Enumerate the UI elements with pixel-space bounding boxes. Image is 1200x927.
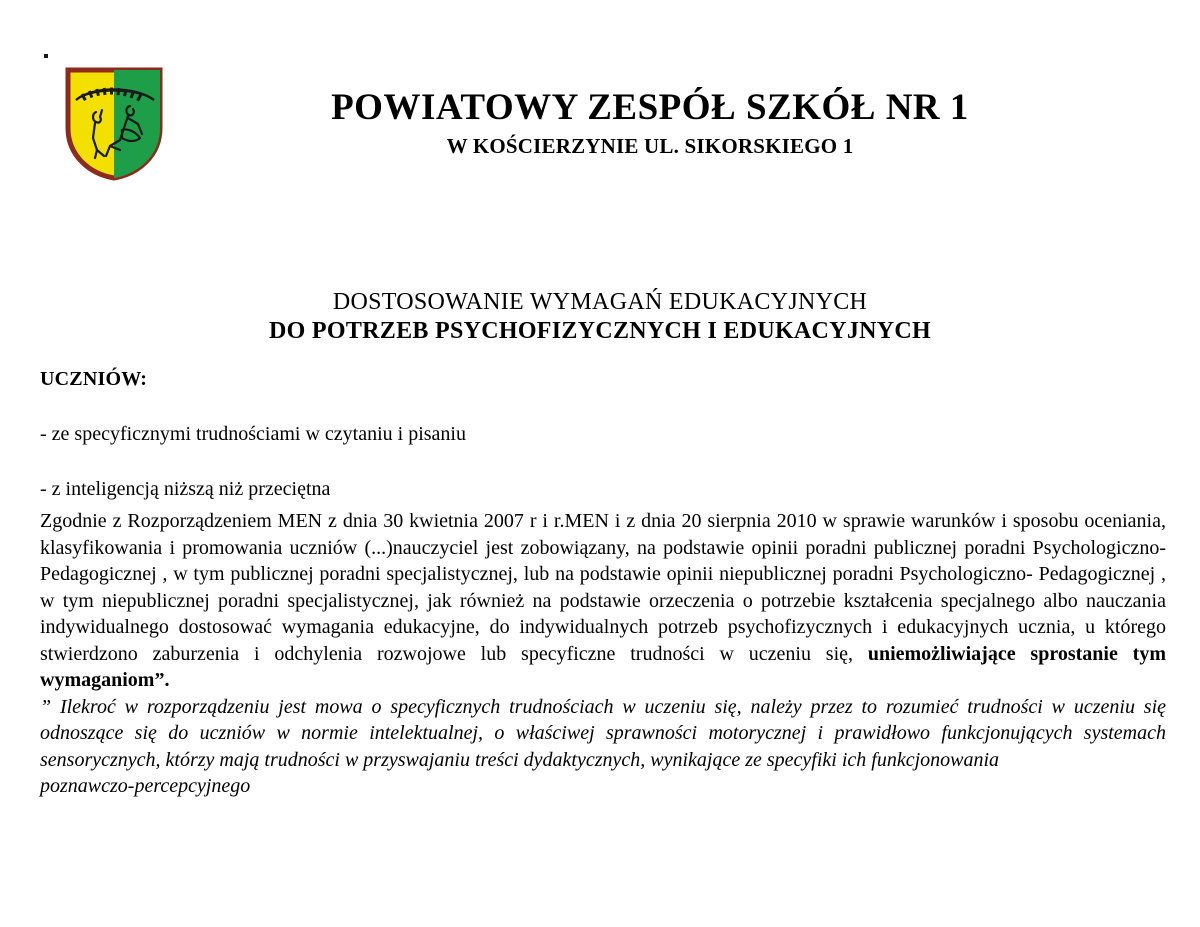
- students-label: UCZNIÓW:: [40, 368, 148, 390]
- document-header: [0, 0, 1200, 200]
- document-main-heading: [0, 288, 1200, 347]
- students-item-1: - ze specyficznymi trudnościami w czytaniu i pisaniu: [40, 423, 466, 445]
- heading-line-2: DO POTRZEB PSYCHOFIZYCZNYCH I EDUKACYJNYCH: [269, 318, 931, 345]
- title-block: [180, 88, 1120, 159]
- document-body: [40, 508, 1166, 800]
- definition-paragraph: ” Ilekroć w rozporządzeniu jest mowa o specyficznych trudnościach w uczeniu się, należy przez to rozumieć trudności w uczeniu się odnoszące się do uczniów w normie intelektualnej, o właściwej sprawności motorycznej i prawidłowo funkcjonujących systemach sensorycznych, którzy mają trudności w przyswajaniu treści dydaktycznych, wynikające ze specyfiki ich funkcjonowania: [40, 695, 1166, 771]
- school-name-title: POWIATOWY ZESPÓŁ SZKÓŁ NR 1: [331, 87, 969, 128]
- regulation-paragraph: [40, 508, 1166, 694]
- heading-line-1: DOSTOSOWANIE WYMAGAŃ EDUKACYJNYCH: [332, 289, 868, 315]
- students-item-2: - z inteligencją niższą niż przeciętna: [40, 478, 331, 500]
- students-section: [40, 368, 1165, 501]
- regulation-paragraph-emphasis: uniemożliwiające sprostanie tym wymaganiom”.: [40, 642, 1166, 691]
- definition-paragraph-last-line: poznawczo-percepcyjnego: [40, 775, 251, 797]
- regulation-paragraph-lead: Zgodnie z Rozporządzeniem MEN z dnia 30 kwietnia 2007 r i r.MEN i z dnia 20 sierpnia 2010 w sprawie warunków i sposobu oceniania, klasyfikowania i promowania uczniów (...)nauczyciel jest zobowiązany, na podstawie opinii poradni publicznej poradni Psychologiczno- Pedagogicznej , w tym publicznej poradni specjalistycznej, lub na podstawie opinii niepublicznej poradni Psychologiczno- Pedagogicznej , w tym niepublicznej poradni specjalistycznej, jak również na podstawie orzeczenia o potrzebie kształcenia specjalnego albo nauczania indywidualnego dostosować wymagania edukacyjne, do indywidualnych potrzeb psychofizycznych i edukacyjnych ucznia, u którego stwierdzono zaburzenia i odchylenia rozwojowe lub specyficzne trudności w uczeniu się,: [40, 510, 1166, 665]
- ekonomik-school-crest-logo: [62, 66, 166, 182]
- school-address-subtitle: W KOŚCIERZYNIE UL. SIKORSKIEGO 1: [446, 133, 854, 158]
